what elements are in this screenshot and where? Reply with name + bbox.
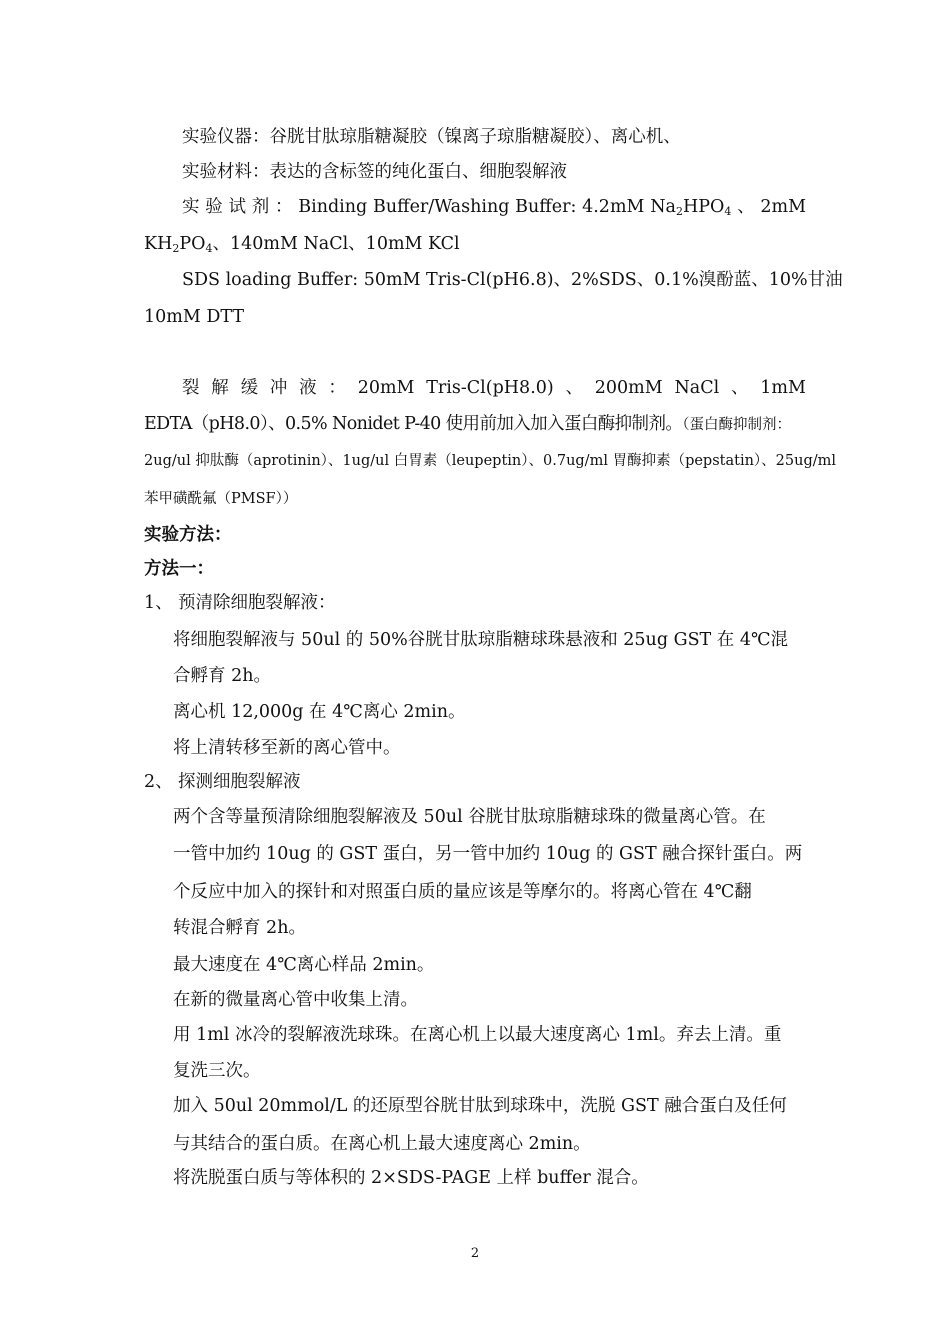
step-2-line: 复洗三次。 bbox=[173, 1061, 261, 1081]
step-2-line: 将洗脱蛋白质与等体积的 2×SDS-PAGE 上样 buffer 混合。 bbox=[173, 1168, 649, 1188]
step-2-line: 在新的微量离心管中收集上清。 bbox=[173, 990, 418, 1010]
lysis-line-3: 2ug/ul 抑肽酶（aprotinin）、1ug/ul 白胃素（leupeptin）、0.7ug/ml 胃酶抑素（pepstatin）、25ug/ml bbox=[144, 453, 837, 469]
instruments-line: 实验仪器：谷胱甘肽琼脂糖凝胶（镍离子琼脂糖凝胶）、离心机、 bbox=[182, 127, 681, 147]
step-2-line: 转混合孵育 2h。 bbox=[173, 918, 306, 938]
step-2-line: 加入 50ul 20mmol/L 的还原型谷胱甘肽到球珠中，洗脱 GST 融合蛋白及任何 bbox=[173, 1096, 787, 1116]
step-1-line: 将细胞裂解液与 50ul 的 50%谷胱甘肽琼脂糖球珠悬液和 25ug GST 在 4℃混 bbox=[173, 630, 789, 650]
lysis-line-2: EDTA（pH8.0）、0.5% Nonidet P-40 使用前加入加入蛋白酶抑制剂。（蛋白酶抑制剂： bbox=[144, 414, 792, 434]
step-2-line: 与其结合的蛋白质。在离心机上最大速度离心 2min。 bbox=[173, 1134, 591, 1154]
page-number: 2 bbox=[470, 1246, 480, 1261]
step-2-line: 一管中加约 10ug 的 GST 蛋白，另一管中加约 10ug 的 GST 融合探针蛋白。两 bbox=[173, 844, 803, 864]
materials-line: 实验材料：表达的含标签的纯化蛋白、细胞裂解液 bbox=[182, 162, 567, 182]
step-2-line: 两个含等量预清除细胞裂解液及 50ul 谷胱甘肽琼脂糖球珠的微量离心管。在 bbox=[173, 807, 766, 827]
step-2-line: 个反应中加入的探针和对照蛋白质的量应该是等摩尔的。将离心管在 4℃翻 bbox=[173, 882, 752, 902]
method-one-heading: 方法一： bbox=[144, 559, 214, 579]
step-1-line: 离心机 12,000g 在 4℃离心 2min。 bbox=[173, 702, 466, 722]
reagents-line-2: $KH_2PO_4$、140mM NaCl、10mM KCl bbox=[144, 234, 460, 255]
reagents-line-1: 实 验 试 剂 ： Binding Buffer/Washing Buffer: 4.2mM $Na_2HPO_4$ 、 2mM bbox=[182, 197, 806, 218]
lysis-line-1: 裂 解 缓 冲 液 ： 20mM Tris-Cl(pH8.0) 、 200mM NaCl 、 1mM bbox=[182, 378, 806, 398]
lysis-line-4: 苯甲磺酰氟（PMSF）） bbox=[144, 491, 298, 507]
sds-buffer-line-2: 10mM DTT bbox=[144, 307, 245, 327]
sodium-phosphate: $Na_2HPO_4$ bbox=[650, 197, 732, 218]
step-2-line: 最大速度在 4℃离心样品 2min。 bbox=[173, 955, 435, 975]
method-heading: 实验方法： bbox=[144, 525, 232, 545]
step-1-line: 合孵育 2h。 bbox=[173, 666, 271, 686]
step-2-heading: 2、 探测细胞裂解液 bbox=[144, 772, 301, 792]
step-1-line: 将上清转移至新的离心管中。 bbox=[173, 738, 401, 758]
sds-buffer-line-1: SDS loading Buffer: 50mM Tris-Cl(pH6.8)、2%SDS、0.1%溴酚蓝、10%甘油 bbox=[182, 270, 843, 290]
step-1-heading: 1、 预清除细胞裂解液： bbox=[144, 593, 336, 613]
step-2-line: 用 1ml 冰冷的裂解液洗球珠。在离心机上以最大速度离心 1ml。弃去上清。重 bbox=[173, 1025, 782, 1045]
